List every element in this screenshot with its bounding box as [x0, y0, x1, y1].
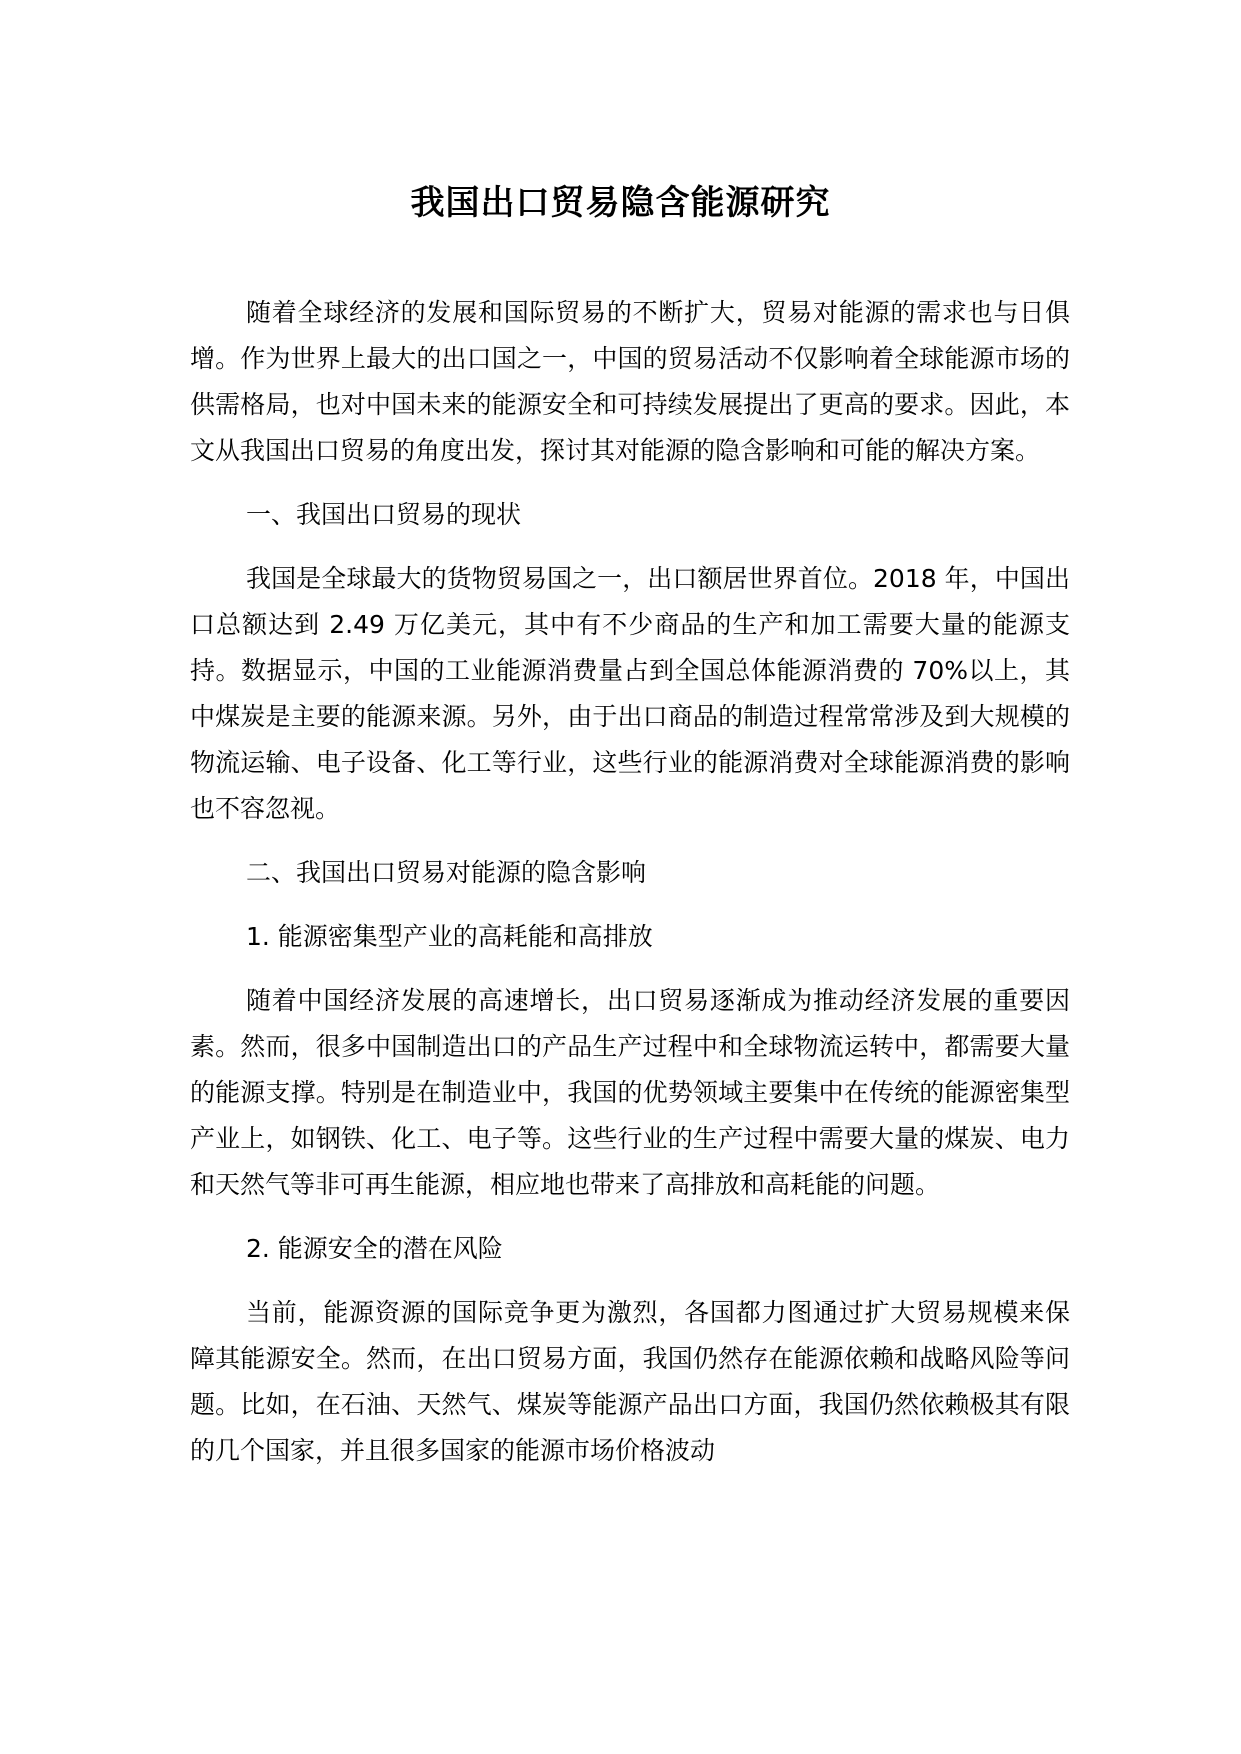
section-heading-1: 一、我国出口贸易的现状 — [246, 500, 522, 529]
section-heading-2: 二、我国出口贸易对能源的隐含影响 — [246, 858, 647, 887]
document-title: 我国出口贸易隐含能源研究 — [410, 183, 831, 223]
paragraph-energy-security: 当前，能源资源的国际竞争更为激烈，各国都力图通过扩大贸易规模来保障其能源安全。然而，在出口贸易方面，我国仍然存在能源依赖和战略风险等问题。比如，在石油、天然气、煤炭等能源产品出口方面，我国仍然依赖极其有限的几个国家，并且很多国家的能源市场价格波动 — [190, 1298, 1070, 1465]
subsection-heading-2-2: 2. 能源安全的潜在风险 — [246, 1234, 503, 1263]
paragraph-intro: 随着全球经济的发展和国际贸易的不断扩大，贸易对能源的需求也与日俱增。作为世界上最大的出口国之一，中国的贸易活动不仅影响着全球能源市场的供需格局，也对中国未来的能源安全和可持续发展提出了更高的要求。因此，本文从我国出口贸易的角度出发，探讨其对能源的隐含影响和可能的解决方案。 — [190, 298, 1070, 465]
paragraph-status: 我国是全球最大的货物贸易国之一，出口额居世界首位。2018 年，中国出口总额达到 2.49 万亿美元，其中有不少商品的生产和加工需要大量的能源支持。数据显示，中国的工业能源消费量占到全国总体能源消费的 70%以上，其中煤炭是主要的能源来源。另外，由于出口商品的制造过程常常涉及到大规模的物流运输、电子设备、化工等行业，这些行业的能源消费对全球能源消费的影响也不容忽视。 — [190, 564, 1070, 823]
document-body — [190, 290, 1070, 1492]
subsection-heading-2-1: 1. 能源密集型产业的高耗能和高排放 — [246, 922, 653, 951]
paragraph-energy-intensive: 随着中国经济发展的高速增长，出口贸易逐渐成为推动经济发展的重要因素。然而，很多中国制造出口的产品生产过程中和全球物流运转中，都需要大量的能源支撑。特别是在制造业中，我国的优势领域主要集中在传统的能源密集型产业上，如钢铁、化工、电子等。这些行业的生产过程中需要大量的煤炭、电力和天然气等非可再生能源，相应地也带来了高排放和高耗能的问题。 — [190, 986, 1070, 1199]
